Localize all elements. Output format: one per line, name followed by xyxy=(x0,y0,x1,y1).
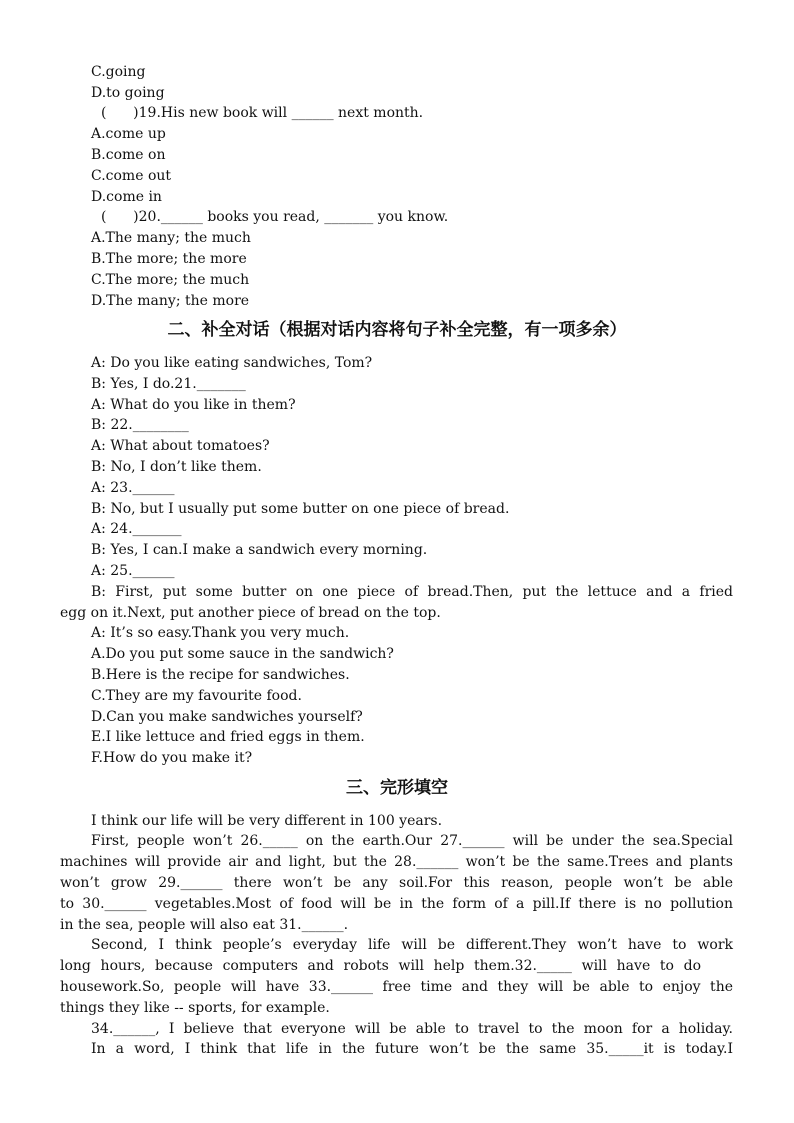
q18-option-c: C.going xyxy=(91,64,146,80)
dialogue-line: B: Yes, I can.I make a sandwich every morning. xyxy=(91,542,428,558)
dialogue-line: B: No, I don’t like them. xyxy=(91,459,262,475)
q20-option-b: B.The more; the more xyxy=(91,251,247,267)
q19-option-c: C.come out xyxy=(91,168,172,184)
passage-line: housework.So, people will have 33.______ free time and they will be able to enjoy the xyxy=(60,979,733,995)
passage-line: 34.______, I believe that everyone will be able to travel to the moon for a holiday. xyxy=(91,1021,733,1037)
q19-option-a: A.come up xyxy=(91,126,166,142)
dialogue-line: B: 22.________ xyxy=(91,417,189,433)
dialogue-line: egg on it.Next, put another piece of bread on the top. xyxy=(60,605,441,621)
dialogue-line: A: 23.______ xyxy=(91,480,175,496)
answer-option-e: E.I like lettuce and fried eggs in them. xyxy=(91,729,365,745)
passage-line: to 30.______ vegetables.Most of food will be in the form of a pill.If there is no pollution xyxy=(60,896,733,912)
dialogue-line: B: No, but I usually put some butter on one piece of bread. xyxy=(91,501,510,517)
dialogue-line: B: First, put some butter on one piece of bread.Then, put the lettuce and a fried xyxy=(91,584,733,600)
q20-option-c: C.The more; the much xyxy=(91,272,250,288)
q19-stem: ( )19.His new book will ______ next month. xyxy=(101,105,424,121)
answer-option-a: A.Do you put some sauce in the sandwich? xyxy=(91,646,394,662)
passage-line: First, people won’t 26._____ on the earth.Our 27.______ will be under the sea.Special xyxy=(91,833,733,849)
passage-line: in the sea, people will also eat 31.______. xyxy=(60,917,349,933)
dialogue-line: A: Do you like eating sandwiches, Tom? xyxy=(91,355,373,371)
answer-option-f: F.How do you make it? xyxy=(91,750,253,766)
dialogue-line: A: 25.______ xyxy=(91,563,175,579)
q19-option-d: D.come in xyxy=(91,189,162,205)
passage-line: things they like -- sports, for example. xyxy=(60,1000,330,1016)
q19-option-b: B.come on xyxy=(91,147,166,163)
dialogue-line: A: It’s so easy.Thank you very much. xyxy=(91,625,350,641)
passage-line: won’t grow 29.______ there won’t be any soil.For this reason, people won’t be able xyxy=(60,875,733,891)
answer-option-b: B.Here is the recipe for sandwiches. xyxy=(91,667,350,683)
dialogue-line: A: 24._______ xyxy=(91,521,182,537)
passage-line: machines will provide air and light, but the 28.______ won’t be the same.Trees and plants xyxy=(60,854,733,870)
section-3-heading: 三、完形填空 xyxy=(346,778,448,798)
passage-line: long hours, because computers and robots will help them.32._____ will have to do xyxy=(60,958,701,974)
q20-stem: ( )20.______ books you read, _______ you know. xyxy=(101,209,449,225)
passage-line: I think our life will be very different in 100 years. xyxy=(91,813,443,829)
q20-option-d: D.The many; the more xyxy=(91,293,250,309)
q18-option-d: D.to going xyxy=(91,85,165,101)
section-2-heading: 二、补全对话（根据对话内容将句子补全完整，有一项多余） xyxy=(167,320,627,340)
answer-option-c: C.They are my favourite food. xyxy=(91,688,302,704)
dialogue-line: B: Yes, I do.21._______ xyxy=(91,376,246,392)
passage-line: Second, I think people’s everyday life will be different.They won’t have to work xyxy=(91,937,733,953)
answer-option-d: D.Can you make sandwiches yourself? xyxy=(91,709,363,725)
passage-line: In a word, I think that life in the future won’t be the same 35._____it is today.I xyxy=(91,1041,733,1057)
q20-option-a: A.The many; the much xyxy=(91,230,251,246)
dialogue-line: A: What about tomatoes? xyxy=(91,438,270,454)
dialogue-line: A: What do you like in them? xyxy=(91,397,296,413)
